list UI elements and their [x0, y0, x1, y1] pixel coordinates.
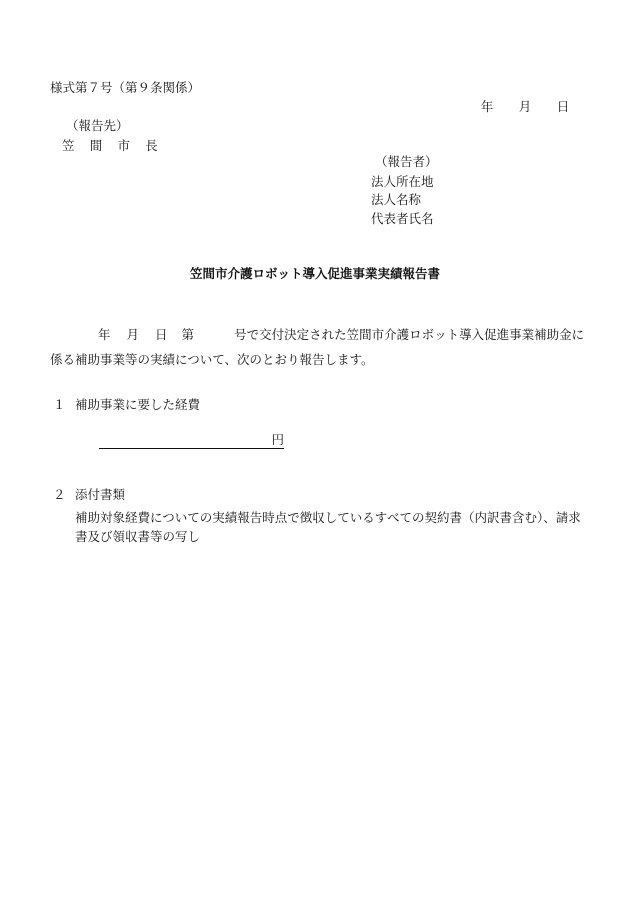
form-number: 様式第７号（第９条関係） [50, 80, 201, 95]
body-line-1-rest: 号で交付決定された笠間市介護ロボット導入促進事業補助金に [234, 327, 585, 342]
amount-blank-line [99, 434, 284, 449]
document-title: 笠間市介護ロボット導入促進事業実績報告書 [189, 266, 440, 281]
section-1-title: 補助事業に要した経費 [75, 397, 201, 412]
section-1-number: １ [53, 397, 66, 412]
date-month: 月 [518, 99, 535, 114]
date-year: 年 [480, 99, 497, 114]
recipient-label: （報告先） [66, 118, 129, 133]
section-2-title: 添付書類 [75, 487, 126, 502]
body-line-1 [50, 322, 585, 347]
date-day: 日 [556, 99, 573, 114]
reporter-rep-name-label: 代表者氏名 [371, 211, 434, 226]
body-dai: 第 [181, 327, 195, 342]
body-line-2: 係る補助事業等の実績について、次のとおり報告します。 [50, 352, 374, 367]
body-month: 月 [126, 327, 140, 342]
amount-unit: 円 [271, 432, 284, 447]
body-paragraph [50, 322, 585, 372]
section-2-number: ２ [53, 487, 66, 502]
body-day: 日 [155, 327, 168, 342]
reporter-corp-name-label: 法人名称 [371, 192, 422, 207]
attachment-line-2: 書及び領収書等の写し [75, 529, 201, 544]
recipient-name: 笠 間 市 長 [62, 138, 164, 153]
attachment-description [75, 508, 585, 546]
reporter-label: （報告者） [375, 154, 438, 169]
reporter-address-label: 法人所在地 [371, 174, 434, 189]
body-year: 年 [98, 327, 111, 342]
date-line [471, 101, 573, 114]
attachment-line-1: 補助対象経費についての実績報告時点で徴収しているすべての契約書（内訳書含む）、請求 [75, 510, 581, 525]
